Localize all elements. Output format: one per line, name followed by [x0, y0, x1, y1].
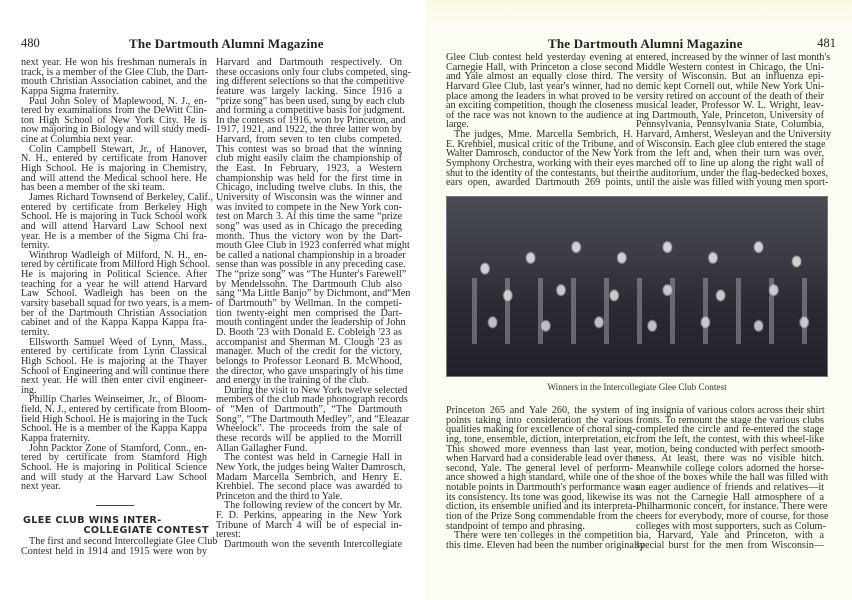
text-line: and will attend Harvard Law School next	[21, 220, 207, 232]
text-line: be called a national championship in a broader	[216, 249, 406, 261]
text-line: The contest was held in Carnegie Hall in	[224, 452, 402, 464]
text-line: has been a member of the ski team.	[21, 182, 165, 194]
text-line: an eager audience of friends and relatives—it	[636, 482, 824, 494]
text-line: from the left, the contest, with this wheel-like	[636, 433, 824, 445]
text-line: ternity.	[21, 240, 50, 252]
text-line: During the visit to New York twelve selected	[224, 384, 408, 396]
text-line: the director, who gave unsparingly of his time	[216, 365, 404, 377]
text-line: cine at Columbia next year.	[21, 134, 133, 146]
text-line: the auditorium, under the flag-bedecked boxes,	[636, 167, 829, 179]
article-headline-line-2: COLLEGIATE CONTEST	[83, 525, 209, 536]
text-line: by Mendelssohn. The Dartmouth Club also	[216, 278, 402, 290]
text-line: the East. In February, 1923, a Western	[216, 163, 402, 175]
text-line: teaching for a year he will attend Harvard	[21, 278, 207, 290]
running-header-left	[21, 36, 416, 52]
text-line: E. Krehbiel, musical critic of the Tribune, and	[446, 138, 634, 150]
text-line: Phillip Charles Weinseimer, Jr., of Bloom-	[29, 394, 207, 406]
text-line: entered, increased by the winner of last month's	[636, 52, 831, 63]
text-line: Meanwhile college colors adorned the horse-	[636, 462, 824, 474]
text-line: and Yale almost an equally close third. The	[446, 71, 633, 83]
text-line: entered by certificate from Berkeley High	[21, 201, 207, 213]
text-line: Philharmonic concert, for instance. There were	[636, 501, 828, 513]
text-line: Glee Club contest held yesterday evening at	[446, 52, 633, 63]
text-line: this time. Eleven had been the number originally	[446, 539, 645, 551]
text-line: of Wisconsin. Each glee club entered the stage	[636, 138, 826, 150]
text-line: D. Booth '23 with Donald E. Cobleigh '23 as	[216, 326, 402, 338]
text-line: University of Wisconsin was the winner and	[216, 191, 402, 203]
text-line: Harvard Glee Club, last year's winner, had no	[446, 80, 633, 92]
text-line: accompanist and Sherman M. Clough '23 as	[216, 336, 402, 348]
text-line: shoe of the boxes while the hall was filled with	[636, 472, 829, 484]
photo-figures	[458, 278, 815, 344]
running-header-right	[450, 36, 840, 52]
text-line: High School. He is majoring at the Thayer	[21, 355, 207, 367]
text-line: large.	[446, 119, 469, 131]
text-line: ing different selections so that the competitive	[216, 76, 405, 88]
text-line: Walter Damrosch, conductor of the New York	[446, 148, 634, 160]
page-number: 480	[21, 36, 40, 50]
text-line: tered by certificate from Stamford High	[21, 452, 207, 464]
text-line: ing.	[21, 384, 37, 396]
text-line: mouth Glee Club in 1923 conferred what might	[216, 240, 410, 252]
text-line: ears open, awarded Dartmouth 269 points,	[446, 177, 633, 189]
text-line: song” was used as in Chicago the preceding	[216, 220, 402, 232]
text-line: Tribune of March 4 will be of especial in-	[216, 519, 402, 531]
text-line: ton High School of New York City. He is	[21, 114, 207, 126]
text-line: was invited to compete in the New York con-	[216, 201, 402, 213]
text-line: 1917, 1921, and 1922, the three latter won by	[216, 124, 402, 136]
text-line: Ellsworth Samuel Weed of Lynn, Mass.,	[29, 336, 207, 348]
text-line: of Dartmouth” by Wellman. In the competi-	[216, 298, 402, 310]
text-line: tion of the Prize Song commendable from the	[446, 511, 633, 523]
text-line: ing insignia of various colors across their shirt	[636, 405, 825, 416]
text-line: Princeton 265 and Yale 260, the system of	[446, 405, 633, 416]
text-line: now majoring in Biology and will study medi-	[21, 124, 211, 136]
text-line: sense than was possible in any preceding case.	[216, 259, 406, 271]
text-line: until the aisle was filled with young men sport-	[636, 177, 829, 189]
text-line: Contest held in 1914 and 1915 were won by	[21, 545, 207, 557]
text-line: There were ten colleges in the competition	[454, 530, 633, 542]
text-line: The judges, Mme. Marcella Sembrich, H.	[454, 129, 633, 141]
left-page-column-1-article	[21, 536, 218, 557]
text-line: This showed more evenness than last year,	[446, 443, 633, 455]
text-line: School. He is majoring in Tuck School work	[21, 211, 207, 223]
text-line: Kappa Sigma fraternity.	[21, 85, 119, 97]
left-page-column-2	[216, 57, 411, 551]
text-line: School of Engineering and will continue there	[21, 365, 209, 377]
text-line: and will study at the Harvard Law School	[21, 471, 207, 483]
text-line: The first and second Intercollegiate Glee Club	[29, 536, 218, 547]
text-line: entered by certificate from Lynn Classical	[21, 346, 207, 358]
text-line: diction, its ensemble unified and its interpreta-	[446, 501, 636, 513]
text-line: colleges with most supporters, such as Colum-	[636, 520, 826, 532]
text-line: and forming a competitive basis for judgment.	[216, 105, 405, 117]
right-page	[426, 0, 852, 600]
text-line: next year. He will then enter civil engineer-	[21, 375, 207, 387]
text-line: School. He is a member of the Kappa Kappa	[21, 423, 207, 435]
right-page-column-1-top	[446, 52, 636, 189]
text-line: Dartmouth won the seventh Intercollegiate	[224, 539, 402, 551]
text-line: He is majoring in Political Science. After	[21, 269, 207, 281]
article-headline-line-1: GLEE CLUB WINS INTER-	[23, 515, 162, 526]
text-line: ing, tone, ensemble, diction, interpretation, etc.	[446, 433, 639, 445]
text-line: these records will be applied to the Morrill	[216, 432, 402, 444]
right-page-column-2-bottom	[636, 405, 829, 551]
text-line: from the left and, when their turn was over,	[636, 148, 824, 160]
text-line: Paul John Soley of Maplewood, N. J., en-	[29, 95, 207, 107]
text-line: terest:	[216, 529, 241, 541]
text-line: qualities making for excellence of choral sing-	[446, 424, 636, 436]
text-line: track, is a member of the Glee Club, the Dart-	[21, 66, 208, 78]
text-line: marched off to line up along the right wall of	[636, 158, 824, 170]
text-line: Law School. Wadleigh has been on the	[21, 288, 207, 300]
text-line: School. He is majoring in Political Science	[21, 461, 207, 473]
text-line: This contest was so broad that the winning	[216, 143, 402, 155]
text-line: Allan Gallagher Fund.	[216, 442, 308, 454]
text-line: members of the club made phonograph records	[216, 394, 408, 406]
text-line: versity of Wisconsin. But an influenza epi-	[636, 71, 824, 83]
text-line: test on March 3. At this time the same “prize	[216, 211, 402, 223]
text-line: sang “Ma Little Banjo” by Dichmont, and“Men	[216, 288, 411, 300]
text-line: of the race was not known to the audience at	[446, 109, 633, 121]
text-line: Song”, “The Dartmouth Medley”, and “Eleazar	[216, 413, 410, 425]
text-line: mouth contingent under the leadership of John	[216, 317, 406, 329]
text-line: Harvard and Dartmouth respectively. On	[216, 57, 402, 68]
text-line: motion, being conducted with perfect smooth-	[636, 443, 825, 455]
text-line: Wheelock”. The proceeds from the sale of	[216, 423, 402, 435]
text-line: next year.	[21, 481, 61, 493]
text-line: cabinet and of the Kappa Kappa Kappa fra-	[21, 317, 207, 329]
text-line: Krehbiel. The second place was awarded to	[216, 481, 402, 493]
text-line: field High School. He is majoring in the Tuck	[21, 413, 208, 425]
text-line: varsity baseball squad for two years, is a mem-	[21, 298, 213, 310]
text-line: tion twenty-eight men comprised the Dart-	[216, 307, 402, 319]
text-line: championship was held for the first time in	[216, 172, 402, 184]
text-line: was not the Carnegie Hall atmosphere of a	[636, 491, 824, 503]
text-line: month. Thus the victory won by the Dart-	[216, 230, 402, 242]
text-line: Harvard, from seven to ten clubs competed.	[216, 134, 402, 146]
text-line: Pennsylvania, Pennsylvania State, Columbia,	[636, 119, 824, 131]
text-line: Madam Marcella Sembrich, and Henry E.	[216, 471, 402, 483]
page-number: 481	[817, 36, 836, 50]
text-line: and will attend the Medical school here. He	[21, 172, 207, 184]
text-line: Princeton and the third to Yale.	[216, 490, 343, 502]
text-line: demic kept Cornell out, while New York Uni-	[636, 80, 824, 92]
left-page-column-1	[21, 57, 214, 493]
text-line: year. He is a member of the Sigma Chi fra-	[21, 230, 207, 242]
text-line: cheers for everybody, more of course, for those	[636, 511, 829, 523]
text-line: James Richard Townsend of Berkeley, Calif.,	[29, 191, 214, 203]
text-line: mouth Christian Association cabinet, and the	[21, 76, 207, 88]
text-line: tered by examinations from the DeWitt Clin-	[21, 105, 207, 117]
text-line: “prize song” has been used, sung by each club	[216, 95, 405, 107]
text-line: club might easily claim the championship of	[216, 153, 402, 165]
text-line: of “Men of Dartmouth”, “The Dartmouth	[216, 404, 402, 416]
right-page-column-1-bottom	[446, 405, 645, 551]
text-line: Symphony Orchestra, working with their eyes	[446, 158, 634, 170]
text-line: ber of the Dartmouth Christian Association	[21, 307, 207, 319]
text-line: next year. He won his freshman numerals in	[21, 57, 207, 68]
text-line: ing Dartmouth, Yale, Princeton, University of	[636, 109, 824, 121]
text-line: field, N. J., entered by certificate from Bloom-	[21, 404, 211, 416]
text-line: second, Yale. The general level of perform-	[446, 462, 633, 474]
text-line: fronts. To remount the stage the various clubs	[636, 414, 824, 426]
text-line: notable points in Dartmouth's performance was	[446, 482, 639, 494]
text-line: special burst for the men from Wisconsin—	[636, 539, 824, 551]
text-line: Kappa fraternity.	[21, 432, 90, 444]
magazine-title: The Dartmouth Alumni Magazine	[129, 36, 324, 51]
text-line: New York, the judges being Walter Damrosch,	[216, 461, 406, 473]
glee-club-photo	[446, 196, 828, 377]
text-line: High School. He is majoring in Chemistry,	[21, 163, 207, 175]
text-line: ternity.	[21, 326, 50, 338]
text-line: In the contests of 1916, won by Princeton, and	[216, 114, 406, 126]
text-line: The following review of the concert by Mr.	[224, 500, 402, 512]
text-line: ance showed a high standard, while one of the	[446, 472, 635, 484]
text-line: standpoint of tempo and phrasing.	[446, 520, 585, 532]
right-page-column-2-top	[636, 52, 832, 189]
text-line: and energy in the training of the club.	[216, 375, 370, 387]
text-line: Carnegie Hall, with Princeton a close second	[446, 61, 633, 73]
text-line: F. D. Perkins, appearing in the New York	[216, 510, 402, 522]
magazine-title: The Dartmouth Alumni Magazine	[548, 36, 743, 51]
text-line: bia, Harvard, Yale and Princeton, with a	[636, 530, 824, 542]
text-line: an exciting competition, though the closeness	[446, 100, 633, 112]
text-line: tered by certificate from Milford High School.	[21, 259, 211, 271]
text-line: N. H., entered by certificate from Hanover	[21, 153, 207, 165]
text-line: Chicago, including twelve clubs. In this, the	[216, 182, 402, 194]
text-line: ness. At least, there was no visible hitch.	[636, 453, 824, 465]
text-line: musical leader, Professor W. L. Wright, leav-	[636, 100, 824, 112]
text-line: when Harvard had a considerable lead over the	[446, 453, 638, 465]
text-line: The “prize song” was “The Hunter's Farewell”	[216, 269, 407, 281]
text-line: its consistency. Its tone was good, likewise its	[446, 491, 633, 503]
text-line: Harvard, Amherst, Wesleyan and the University	[636, 129, 832, 141]
photo-caption: Winners in the Intercollegiate Glee Club Contest	[547, 382, 727, 392]
text-line: versity retired on account of the death of their	[636, 90, 824, 102]
text-line: these occasions only four clubs competed, sing-	[216, 66, 411, 78]
text-line: feature was largely lacking. Since 1916 a	[216, 85, 402, 97]
text-line: shut to the identity of the contestants, but their	[446, 167, 636, 179]
text-line: John Packtor Zone of Stamford, Conn., en-	[29, 442, 207, 454]
text-line: Middle Western contest in Chicago, the Uni-	[636, 61, 824, 73]
section-divider	[96, 505, 134, 506]
text-line: Colin Campbell Stewart, Jr., of Hanover,	[29, 143, 207, 155]
text-line: manager. Much of the credit for the victory,	[216, 346, 402, 358]
text-line: completed the circle and re-entered the stage	[636, 424, 824, 436]
text-line: points taking into consideration the various	[446, 414, 633, 426]
text-line: Winthrop Wadleigh of Milford, N. H., en-	[29, 249, 207, 261]
text-line: place among the leaders in what proved to be	[446, 90, 633, 102]
text-line: belongs to Professor Leonard B. McWhood,	[216, 355, 402, 367]
